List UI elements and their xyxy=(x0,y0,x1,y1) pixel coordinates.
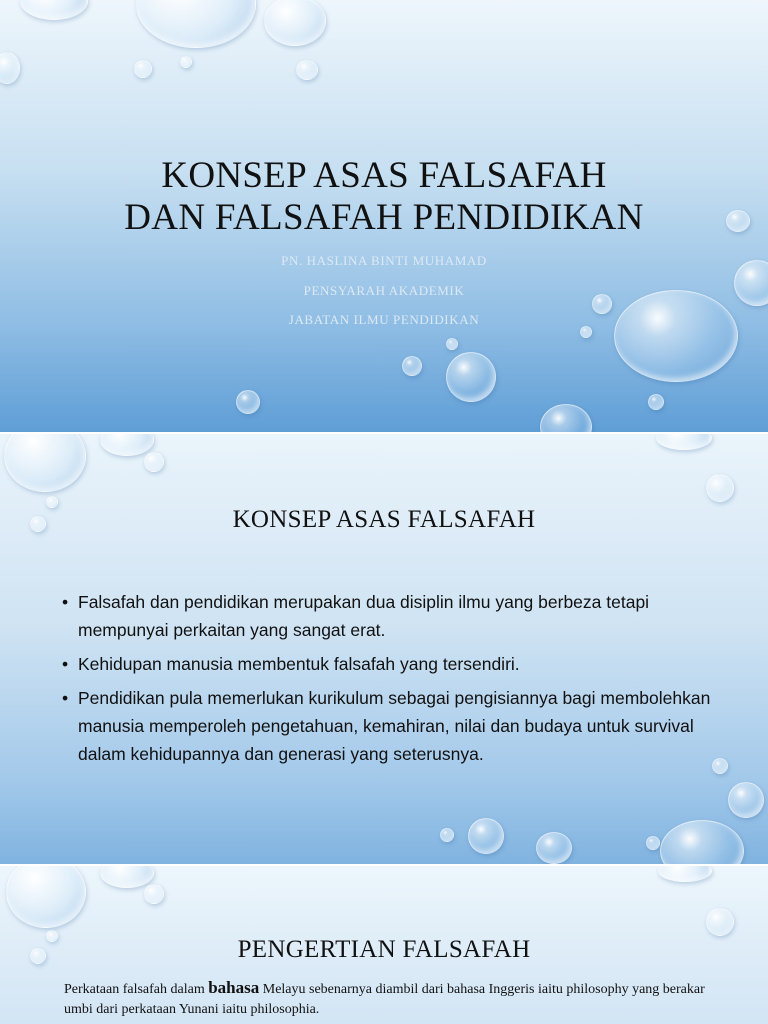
water-drop-decoration xyxy=(536,832,572,864)
water-drop-decoration xyxy=(446,352,496,402)
water-drop-decoration xyxy=(540,404,592,432)
bullet-list xyxy=(62,588,722,774)
water-drop-decoration xyxy=(6,866,86,928)
bullet-item: • Pendidikan pula memerlukan kurikulum sebagai pengisiannya bagi membolehkan manusia memperoleh pengetahuan, kemahiran, nilai dan budaya untuk survival dalam kehidupannya dan generasi yang seterusnya. xyxy=(62,684,722,768)
water-drop-decoration xyxy=(100,434,154,456)
water-drop-decoration xyxy=(614,290,738,382)
water-drop-decoration xyxy=(402,356,422,376)
water-drop-decoration xyxy=(446,338,458,350)
water-drop-decoration xyxy=(296,60,318,80)
presenter-department: JABATAN ILMU PENDIDIKAN xyxy=(288,312,480,327)
paragraph-text: Perkataan falsafah dalam xyxy=(64,982,209,997)
water-drop-decoration xyxy=(20,0,88,20)
water-drop-decoration xyxy=(264,0,326,46)
bullet-item: • Falsafah dan pendidikan merupakan dua disiplin ilmu yang berbeza tetapi mempunyai perkaitan yang sangat erat. xyxy=(62,588,722,644)
slide-title-line-1: KONSEP ASAS FALSAFAH xyxy=(161,155,607,196)
paragraph-text: Melayu sebenarnya diambil dari bahasa Inggeris iaitu philosophy yang berakar umbi dari perkataan Yunani iaitu philosophia. xyxy=(64,982,705,1017)
paragraph-emphasis: bahasa xyxy=(208,978,260,997)
definition-slide xyxy=(0,866,768,1024)
bullet-item: • Kehidupan manusia membentuk falsafah yang tersendiri. xyxy=(62,650,722,678)
water-drop-decoration xyxy=(134,60,152,78)
slide-title: PENGERTIAN FALSAFAH xyxy=(237,936,531,963)
water-drop-decoration xyxy=(236,390,260,414)
water-drop-decoration xyxy=(646,836,660,850)
water-drop-decoration xyxy=(440,828,454,842)
water-drop-decoration xyxy=(706,908,734,936)
water-drop-decoration xyxy=(656,434,712,450)
definition-paragraph xyxy=(64,978,724,1020)
water-drop-decoration xyxy=(660,820,744,864)
slide-title-line-2: DAN FALSAFAH PENDIDIKAN xyxy=(124,197,644,238)
water-drop-decoration xyxy=(648,394,664,410)
water-drop-decoration xyxy=(144,884,164,904)
water-drop-decoration xyxy=(728,782,764,818)
water-drop-decoration xyxy=(658,866,712,882)
water-drop-decoration xyxy=(706,474,734,502)
water-drop-decoration xyxy=(136,0,256,48)
slide-title: KONSEP ASAS FALSAFAH xyxy=(232,506,536,533)
water-drop-decoration xyxy=(0,52,20,84)
water-drop-decoration xyxy=(468,818,504,854)
title-slide xyxy=(0,0,768,432)
concept-slide xyxy=(0,434,768,864)
water-drop-decoration xyxy=(100,866,154,888)
water-drop-decoration xyxy=(180,56,192,68)
slide-title xyxy=(0,155,768,239)
presenter-position: PENSYARAH AKADEMIK xyxy=(303,283,465,298)
water-drop-decoration xyxy=(144,452,164,472)
water-drop-decoration xyxy=(4,434,86,492)
presenter-name: PN. HASLINA BINTI MUHAMAD xyxy=(281,253,487,268)
